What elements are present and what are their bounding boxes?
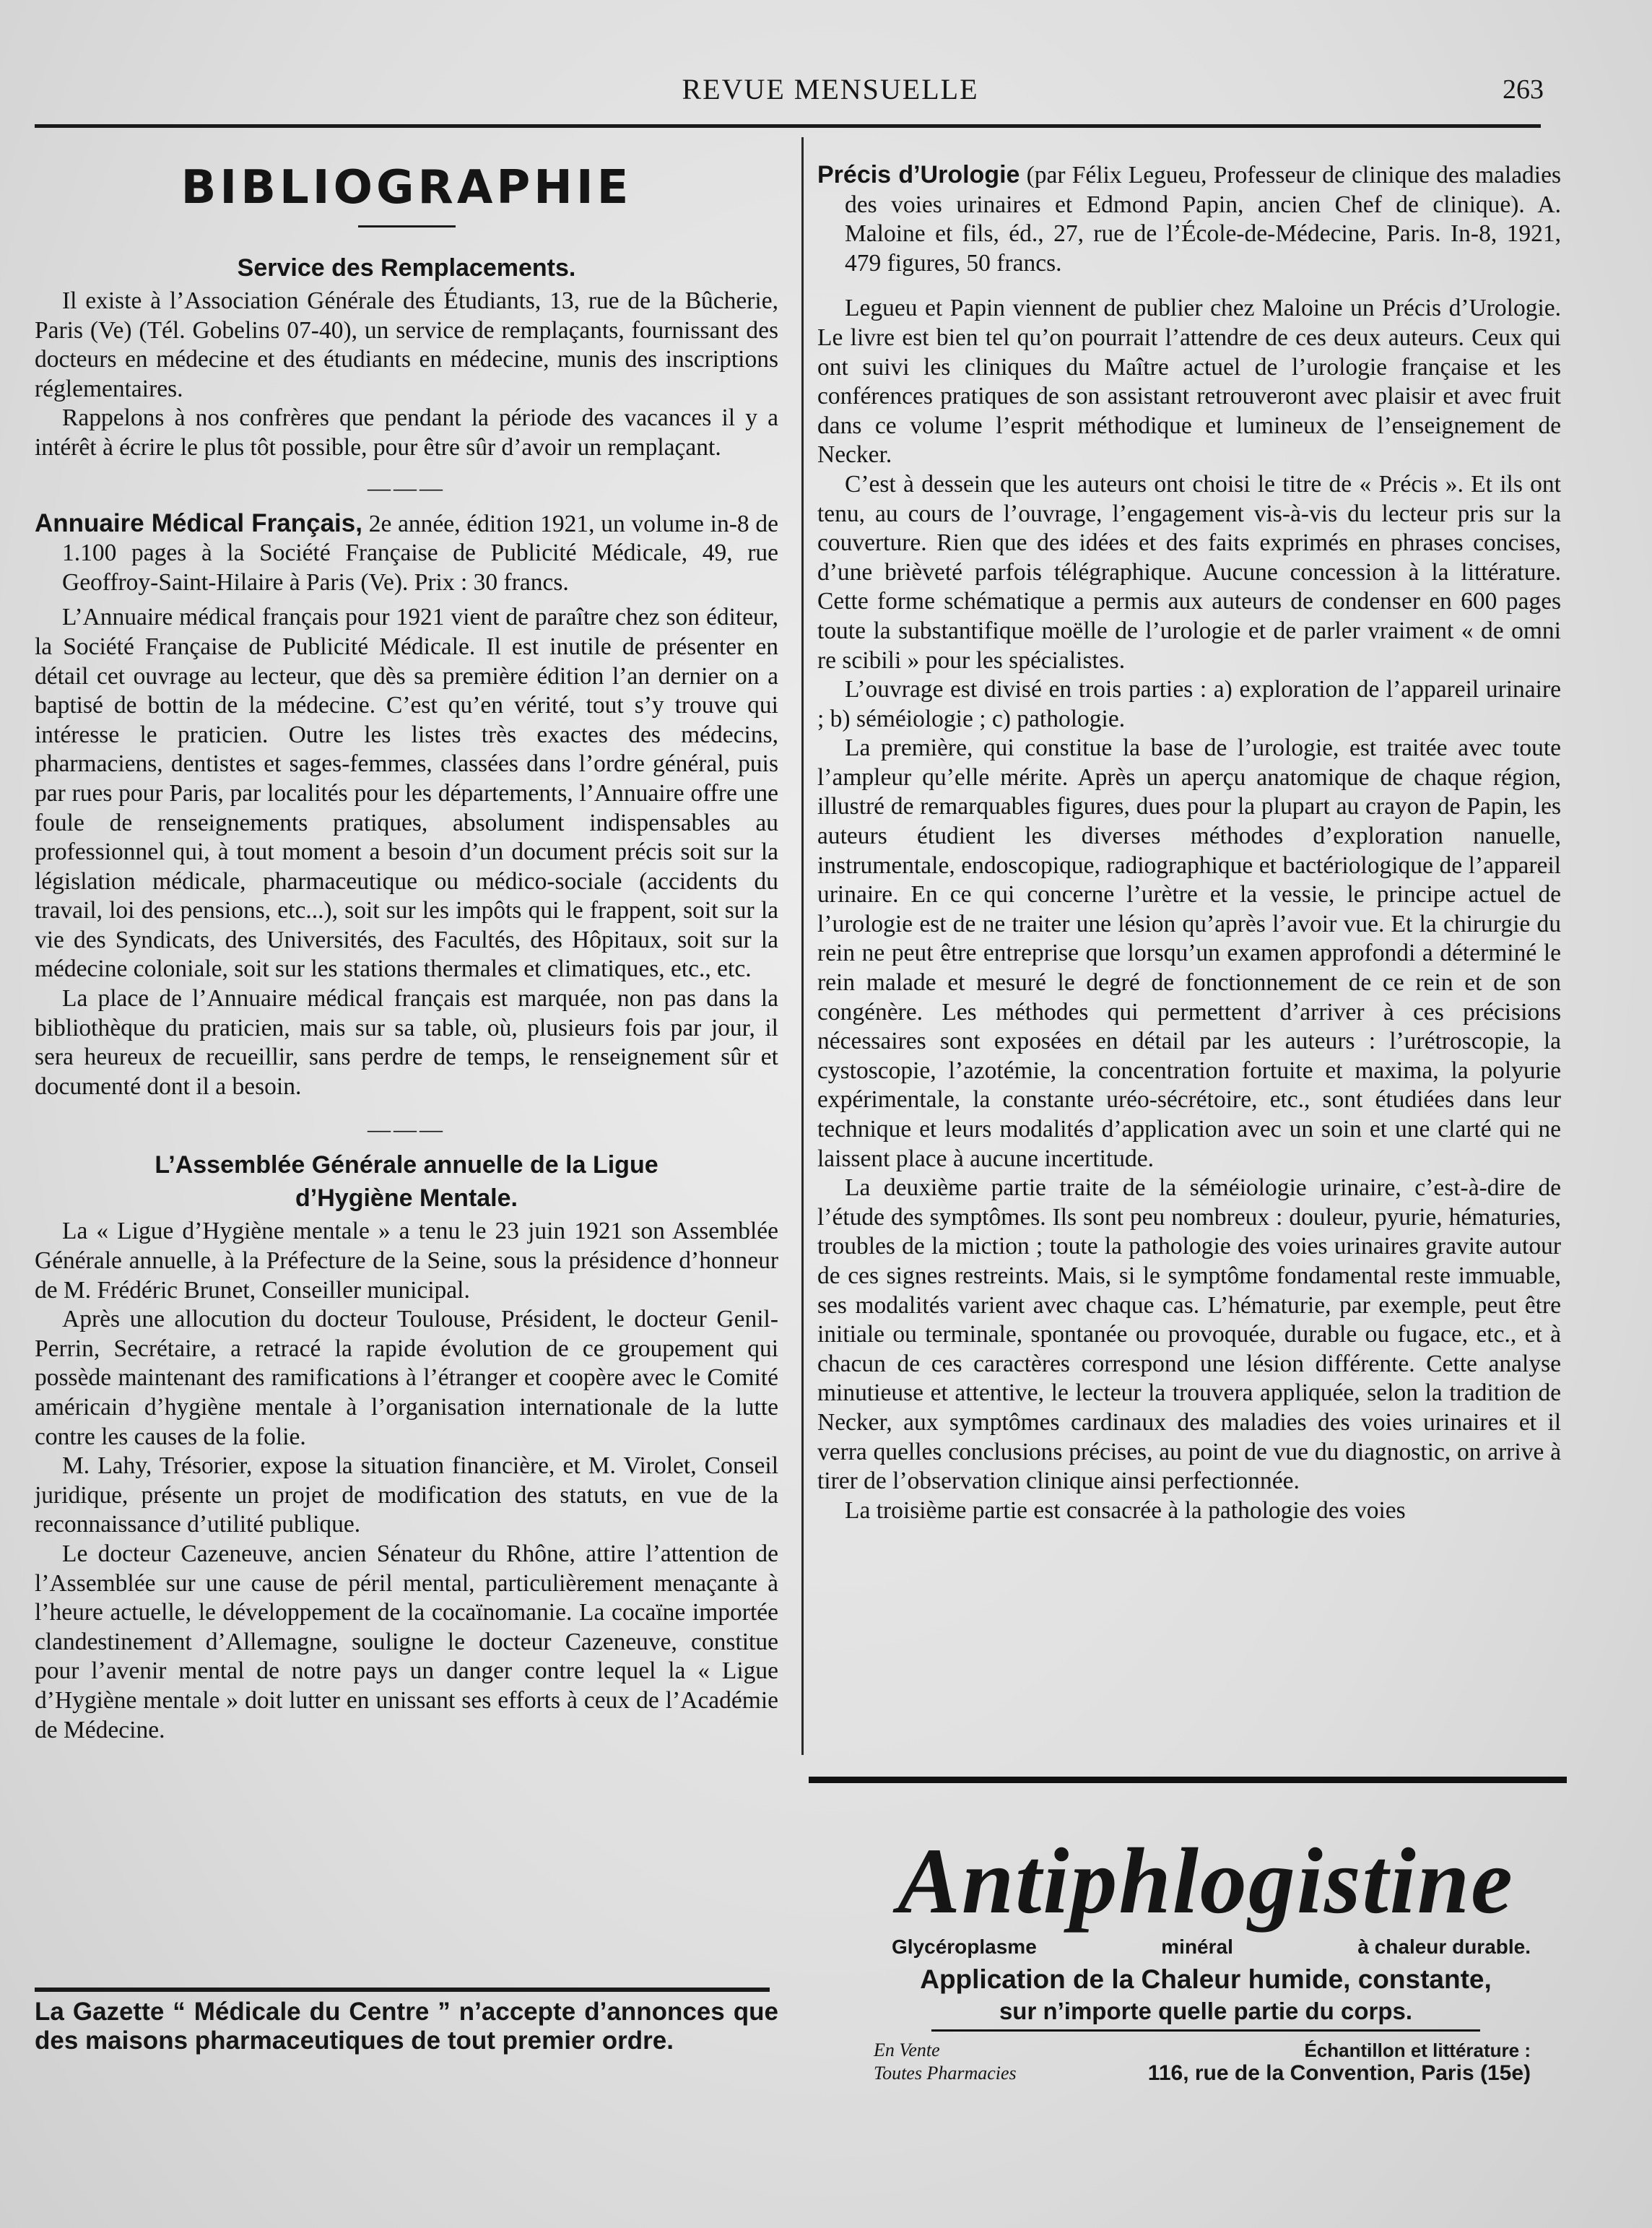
separator: ——— <box>368 474 445 500</box>
ad-tagline-b: minéral <box>1161 1936 1233 1958</box>
header-rule <box>35 124 1541 128</box>
precis-paragraph-2: C’est à dessein que les auteurs ont choisi le titre de « Précis ». Et ils ont tenu, au cours de l’ouvrage, l’engagement vis-à-vis du lecteur pris sur la couverture. Rien que des idées et des faits exprimés en phrases concises, d’une brièveté parfois télégraphique. Aucune concession à la littérature. Cette forme schématique a permis aux auteurs de condenser en 600 pages toute la substantifique moëlle de l’urologie et de parler vraiment « de omni re scibili » pour les spécialistes. <box>817 470 1561 674</box>
ad-underline <box>931 2029 1480 2032</box>
left-column <box>35 152 778 1745</box>
ad-sale-line-1: En Vente <box>874 2040 940 2060</box>
ad-body-line: sur n’importe quelle partie du corps. <box>999 1998 1413 2024</box>
annuaire-title: Annuaire Médical Français, <box>35 508 362 537</box>
ad-brand-logo: Antiphlogistine <box>897 1829 1514 1933</box>
precis-paragraph-3: L’ouvrage est divisé en trois parties : a) exploration de l’appareil urinaire ; b) séméiologie ; c) pathologie. <box>817 676 1561 732</box>
annuaire-reference: 2e année, édition 1921, un volume in-8 de 1.100 pages à la Société Française de Publicité Médicale, 49, rue Geoffroy-Saint-Hilaire à Paris (Ve). Prix : 30 francs. <box>62 510 778 596</box>
gazette-rule <box>35 1988 770 1992</box>
precis-paragraph-5: La deuxième partie traite de la séméiologie urinaire, c’est-à-dire de l’étude des symptômes. Ils sont peu nombreux : douleur, pyurie, hématuries, troubles de la miction ; toute la pathologie des voies urinaires gravite autour de ces signes restreints. Mais, si le symptôme fondamental reste immuable, ses modalités varient avec chaque cas. L’hématurie, par exemple, peut être initiale ou terminale, spontanée ou provoquée, durable ou fugace, etc., et à chacun de ces caractères correspond une lésion différente. Cette analyse minutieuse et attentive, le lecteur la trouvera appliquée, selon la tradition de Necker, aux symptômes cardinaux des maladies des voies urinaires et il verra quelles conclusions précises, au point de vue du diagnostic, on arrive à tirer de l’observation clinique ainsi perfectionnée. <box>817 1174 1561 1495</box>
assemblee-paragraph-4: Le docteur Cazeneuve, ancien Sénateur du Rhône, attire l’attention de l’Assemblée sur une cause de péril mental, particulièrement menaçante à l’heure actuelle, le développement de la cocaïnomanie. La cocaïne importée clandestinement d’Allemagne, souligne le docteur Cazeneuve, constitue pour l’avenir mental de notre pays un danger contre lequel la « Ligue d’Hygiène mentale » doit lutter en unissant ses efforts à ceux de l’Académie de Médecine. <box>35 1540 778 1743</box>
ad-tagline <box>892 1936 1531 1959</box>
precis-paragraph-6: La troisième partie est consacrée à la pathologie des voies <box>845 1496 1406 1524</box>
assemblee-paragraph-3: M. Lahy, Trésorier, expose la situation financière, et M. Virolet, Conseil juridique, présente un projet de modification des statuts, en vue de la reconnaissance d’utilité publique. <box>35 1452 778 1538</box>
service-paragraph-1: Il existe à l’Association Générale des Étudiants, 13, rue de la Bûcherie, Paris (Ve) (Tél. Gobelins 07-40), un service de remplaçants, fournissant des docteurs en médecine et des étudiants en médecine, munis des inscriptions réglementaires. <box>35 287 778 402</box>
ad-sample-line-2: 116, rue de la Convention, Paris (15e) <box>1147 2061 1531 2085</box>
gazette-notice: La Gazette “ Médicale du Centre ” n’accepte d’annonces que des maisons pharmaceutiques de tout premier ordre. <box>35 1998 778 2055</box>
assemblee-heading-1: L’Assemblée Générale annuelle de la Ligue <box>155 1151 658 1179</box>
page-number: 263 <box>1503 74 1544 105</box>
ad-sale-line-2: Toutes Pharmacies <box>874 2063 1017 2084</box>
ad-tagline-a: Glycéroplasme <box>892 1936 1037 1958</box>
running-head: REVUE MENSUELLE <box>682 73 979 105</box>
assemblee-paragraph-1: La « Ligue d’Hygiène mentale » a tenu le 23 juin 1921 son Assemblée Générale annuelle, à la Préfecture de la Seine, sous la présidence d’honneur de M. Frédéric Brunet, Conseiller municipal. <box>35 1218 778 1304</box>
service-paragraph-2: Rappelons à nos confrères que pendant la période des vacances il y a intérêt à écrire le plus tôt possible, pour être sûr d’avoir un remplaçant. <box>35 404 778 461</box>
separator-2: ——— <box>368 1116 445 1143</box>
section-title: BIBLIOGRAPHIE <box>181 161 632 214</box>
title-rule <box>358 225 456 227</box>
precis-paragraph-1: Legueu et Papin viennent de publier chez Maloine un Précis d’Urologie. Le livre est bien tel qu’on pourrait l’attendre de ces deux auteurs. Ceux qui ont suivi les cliniques du Maître actuel de l’urologie française et les conférences pratiques de son assistant retrouveront avec plaisir et avec fruit dans ce volume l’esprit méthodique et lumineux de l’enseignement de Necker. <box>817 295 1561 469</box>
precis-title: Précis d’Urologie <box>817 161 1020 188</box>
precis-entry <box>817 160 1561 278</box>
precis-paragraph-4: La première, qui constitue la base de l’urologie, est traitée avec toute l’ampleur qu’elle mérite. Après un aperçu anatomique de chaque région, illustré de remarquables figures, dues pour la plupart au crayon de Papin, les auteurs étudient les diverses méthodes d’exploration nanuelle, instrumentale, endoscopique, radiographique et bactériologique de l’appareil urinaire. En ce qui concerne l’urètre et la vessie, le principe actuel de l’urologie est de ne traiter une lésion qu’après l’avoir vue. Et la chirurgie du rein ne peut être entreprise que lorsqu’un examen approfondi a déterminé le rein malade et mesuré le degré de fonctionnement de ce rein et de son congénère. Les méthodes qui permettent d’arriver à ces précisions nécessaires sont exposées en détail par les auteurs : l’urétroscopie, la cystoscopie, l’azotémie, la concentration fortuite et maxima, la polyurie expérimentale, la constante uréo-sécrétoire, etc., sont étudiées dans leur technique et leurs modalités d’application avec un soin et une clarté qui ne laissent place à aucune incertitude. <box>817 734 1561 1172</box>
ad-tagline-c: à chaleur durable. <box>1357 1936 1531 1958</box>
ad-sale-info <box>874 2039 1017 2085</box>
assemblee-paragraph-2: Après une allocution du docteur Toulouse, Président, le docteur Genil-Perrin, Secrétaire, a retracé la rapide évolution de ce groupement qui possède maintenant des ramifications à l’étranger et coopère avec le Comité américain d’hygiène mentale à l’organisation internationale de la lutte contre les causes de la folie. <box>35 1306 778 1450</box>
right-column <box>817 160 1561 1525</box>
ad-application-line: Application de la Chaleur humide, constante, <box>920 1964 1492 1994</box>
column-divider <box>801 137 804 1755</box>
annuaire-paragraph-1: L’Annuaire médical français pour 1921 vient de paraître chez son éditeur, la Société Française de Publicité Médicale. Il est inutile de présenter en détail cet ouvrage au lecteur, que dès sa première édition l’an dernier on a baptisé de bottin de la médecine. C’est qu’en vérité, tout s’y trouve qui intéresse le praticien. Outre les listes très exactes des médecins, pharmaciens, dentistes et sages-femmes, classées dans l’ordre général, puis par rues pour Paris, par localités pour les départements, l’Annuaire offre une foule de renseignements pratiques, absolument indispensables au professionnel qui, à tout moment a besoin d’un document précis soit sur la législation médicale, pharmaceutique ou médico-sociale (accidents du travail, loi des pensions, etc...), soit sur les impôts qui le frappent, soit sur la vie des Syndicats, des Universités, des Facultés, des Hôpitaux, soit sur la médecine coloniale, soit sur les stations thermales et climatiques, etc., etc. <box>35 604 778 983</box>
advertisement-rule <box>809 1777 1567 1783</box>
precis-reference: (par Félix Legueu, Professeur de clinique des maladies des voies urinaires et Edmond Papin, ancien Chef de clinique). A. Maloine et fils, éd., 27, rue de l’École-de-Médecine, Paris. In-8, 1921, 479 figures, 50 francs. <box>845 162 1562 277</box>
ad-sample-info <box>1148 2039 1531 2085</box>
service-heading: Service des Remplacements. <box>237 254 576 282</box>
antiphlogistine-advertisement <box>859 1827 1552 2102</box>
assemblee-heading-2: d’Hygiène Mentale. <box>295 1184 518 1213</box>
annuaire-paragraph-2: La place de l’Annuaire médical français est marquée, non pas dans la bibliothèque du praticien, mais sur sa table, où, plusieurs fois par jour, il sera heureux de recueillir, sans perdre de temps, le renseignement sûr et documenté dont il a besoin. <box>35 985 778 1100</box>
ad-footer <box>874 2039 1531 2085</box>
annuaire-entry <box>35 509 778 598</box>
ad-sample-line-1: Échantillon et littérature : <box>1304 2040 1531 2061</box>
